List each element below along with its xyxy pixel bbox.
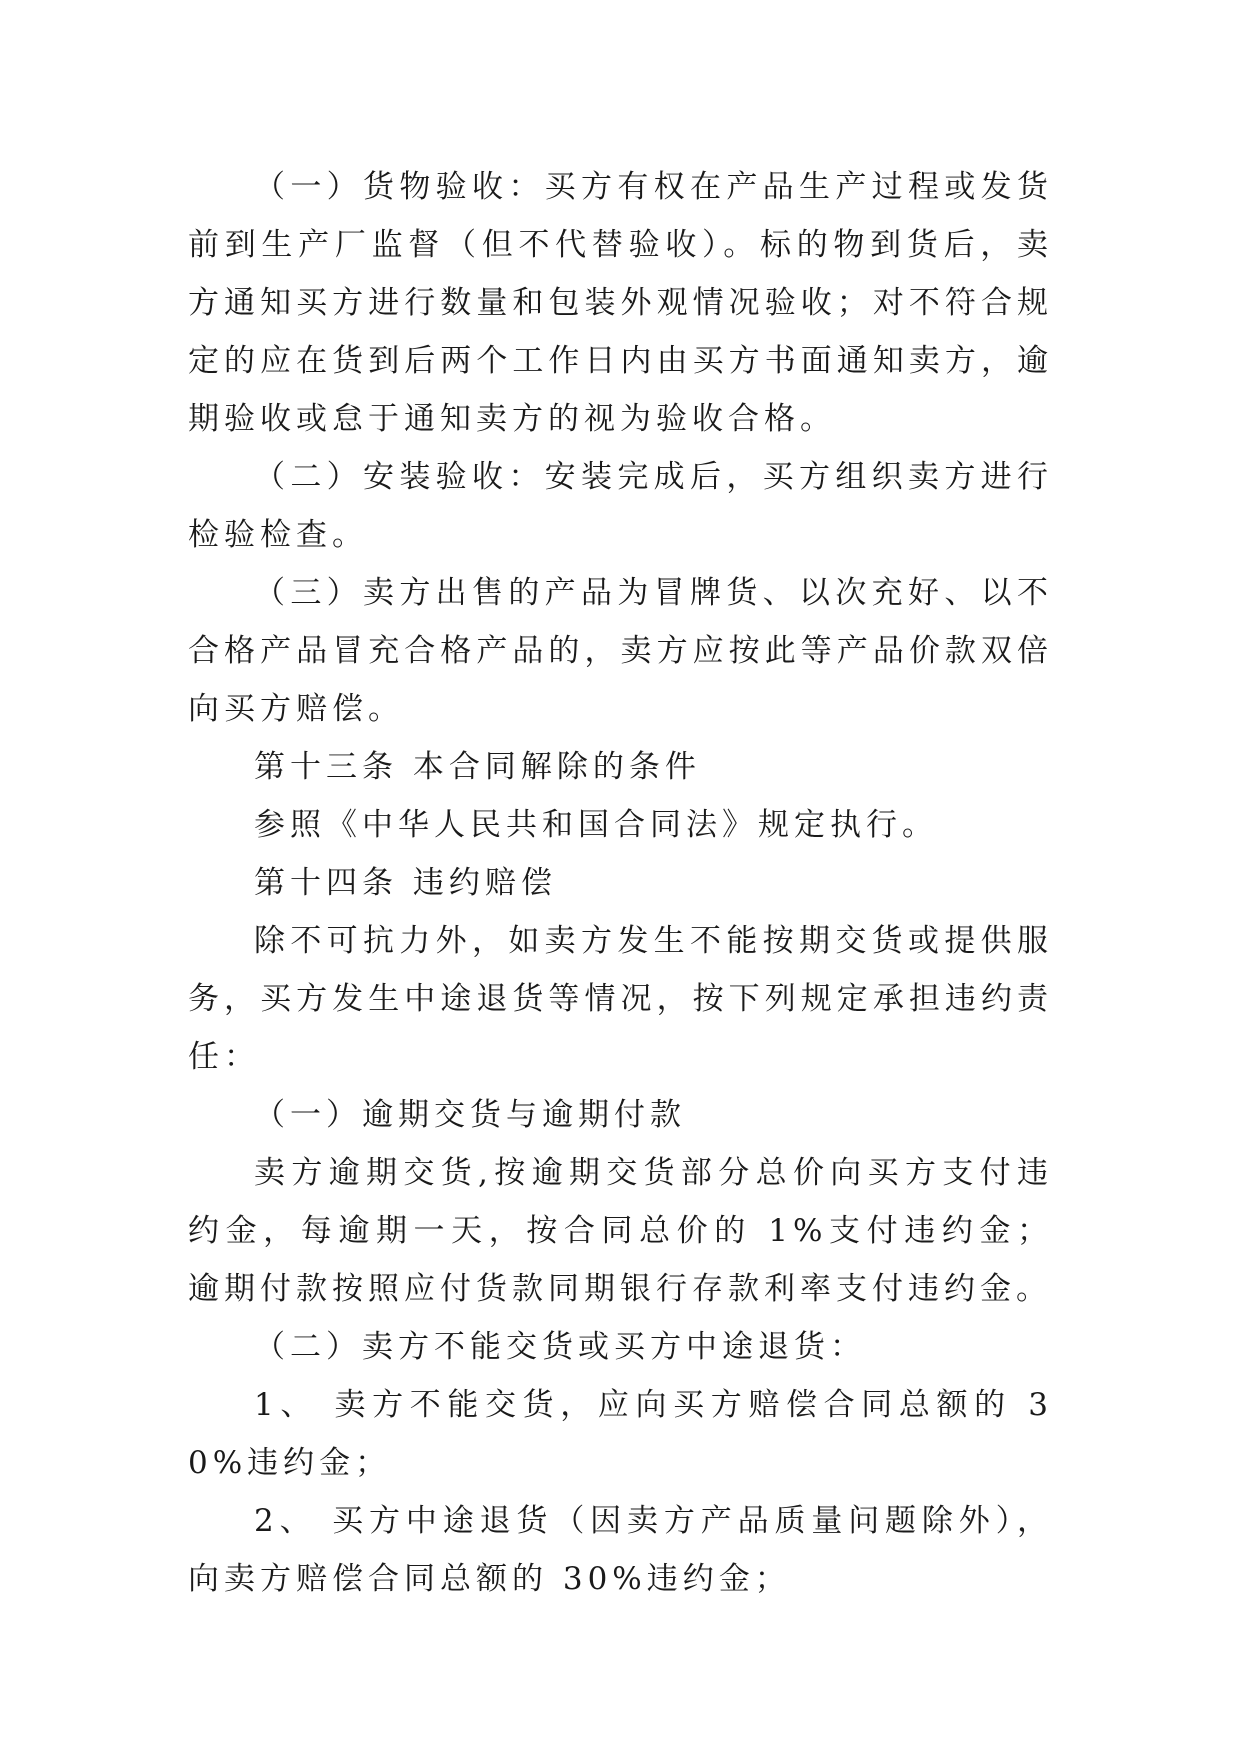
subheading-late-delivery-payment: （一）逾期交货与逾期付款 [254,1097,686,1133]
paragraph-installation-acceptance: （二）安装验收：安装完成后，买方组织卖方进行检验检查。 [188,459,1053,553]
paragraph-counterfeit-goods: （三）卖方出售的产品为冒牌货、以次充好、以不合格产品冒充合格产品的，卖方应按此等产品价款双倍向买方赔偿。 [188,575,1053,727]
paragraph-breach-intro: 除不可抗力外，如卖方发生不能按期交货或提供服务，买方发生中途退货等情况，按下列规定承担违约责任： [188,923,1053,1075]
paragraph-termination-reference: 参照《中华人民共和国合同法》规定执行。 [254,807,938,843]
document-body [188,158,1053,1608]
list-item-seller-no-delivery: 1、 卖方不能交货，应向买方赔偿合同总额的 30%违约金； [188,1387,1053,1481]
paragraph-goods-acceptance: （一）货物验收：买方有权在产品生产过程或发货前到生产厂监督（但不代替验收）。标的物到货后，卖方通知买方进行数量和包装外观情况验收；对不符合规定的应在货到后两个工作日内由买方书面通知卖方，逾期验收或怠于通知卖方的视为验收合格。 [188,169,1053,437]
subheading-no-delivery-return: （二）卖方不能交货或买方中途退货： [254,1329,866,1365]
article-14-heading: 第十四条 违约赔偿 [254,865,557,901]
list-item-buyer-return: 2、 买方中途退货（因卖方产品质量问题除外），向卖方赔偿合同总额的 30%违约金； [188,1503,1053,1597]
paragraph-late-delivery-penalty: 卖方逾期交货,按逾期交货部分总价向买方支付违约金，每逾期一天，按合同总价的 1%支付违约金；逾期付款按照应付货款同期银行存款利率支付违约金。 [188,1155,1053,1307]
article-13-heading: 第十三条 本合同解除的条件 [254,749,701,785]
